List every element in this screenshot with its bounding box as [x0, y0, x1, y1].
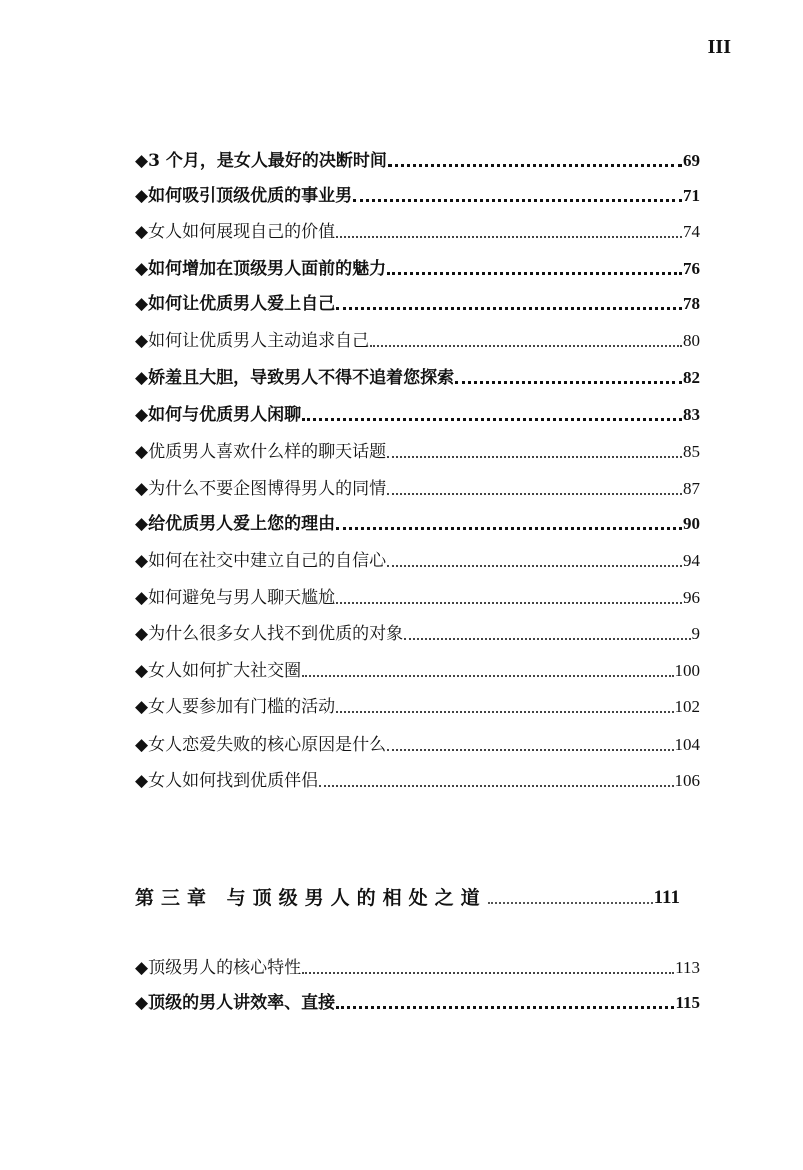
dot-leader [336, 602, 682, 604]
toc-entry[interactable] [135, 363, 700, 389]
toc-entry-page: 104 [674, 735, 700, 754]
dot-leader [319, 785, 673, 787]
dot-leader [387, 493, 682, 495]
toc-entry-title: ◆为什么不要企图博得男人的同情 [135, 479, 387, 499]
page-number: III [707, 36, 731, 58]
toc-entry[interactable] [135, 181, 700, 207]
toc-entry[interactable] [135, 988, 700, 1014]
toc-entry-title: ◆顶级的男人讲效率、直接 [135, 993, 336, 1013]
toc-entry[interactable] [135, 326, 700, 352]
toc-entry-page: 102 [674, 697, 700, 716]
chapter-title: 第三章 与顶级男人的相处之道 [135, 887, 487, 909]
dot-leader [302, 418, 682, 421]
toc-entry-title: ◆如何与优质男人闲聊 [135, 405, 302, 425]
toc-entry-title: ◆女人如何找到优质伴侣 [135, 771, 319, 791]
dot-leader [387, 565, 682, 567]
dot-leader [336, 1006, 674, 1009]
toc-entry-title: ◆顶级男人的核心特性 [135, 958, 302, 978]
dot-leader [387, 749, 673, 751]
toc-entry-page: 71 [683, 186, 700, 205]
toc-entry[interactable] [135, 692, 700, 718]
toc-entry-title: ◆3 个月，是女人最好的决断时间 [135, 151, 387, 171]
toc-entry-page: 74 [683, 222, 700, 241]
toc-entry[interactable] [135, 953, 700, 979]
toc-entry[interactable] [135, 546, 700, 572]
toc-entry-page: 78 [683, 294, 700, 313]
dot-leader [404, 638, 690, 640]
toc-entry-title: ◆如何增加在顶级男人面前的魅力 [135, 259, 387, 279]
toc-entry-page: 115 [675, 993, 700, 1012]
toc-entry[interactable] [135, 583, 700, 609]
toc-entry-title: ◆娇羞且大胆，导致男人不得不追着您探索 [135, 368, 455, 388]
toc-entry-title: ◆如何在社交中建立自己的自信心 [135, 551, 387, 571]
dot-leader [353, 199, 682, 202]
toc-entry[interactable] [135, 766, 700, 792]
toc-entry-title: ◆女人要参加有门槛的活动 [135, 697, 336, 717]
toc-entry-page: 90 [683, 514, 700, 533]
dot-leader [455, 381, 682, 384]
toc-entry[interactable] [135, 217, 700, 243]
dot-leader [302, 675, 673, 677]
dot-leader [302, 972, 674, 974]
toc-entry-page: 85 [683, 442, 700, 461]
toc-entry-title: ◆如何吸引顶级优质的事业男 [135, 186, 353, 206]
toc-entry-page: 9 [691, 624, 700, 643]
toc-entry-page: 96 [683, 588, 700, 607]
chapter-heading[interactable] [135, 883, 680, 909]
toc-entry[interactable] [135, 289, 700, 315]
toc-entry[interactable] [135, 437, 700, 463]
toc-entry-title: ◆女人恋爱失败的核心原因是什么 [135, 735, 387, 755]
toc-entry-title: ◆给优质男人爱上您的理由 [135, 514, 336, 534]
toc-entry-title: ◆如何避免与男人聊天尴尬 [135, 588, 336, 608]
toc-entry[interactable] [135, 146, 700, 172]
toc-entry-page: 76 [683, 259, 700, 278]
toc-entry-title: ◆为什么很多女人找不到优质的对象 [135, 624, 404, 644]
toc-entry-page: 83 [683, 405, 700, 424]
dot-leader [336, 236, 682, 238]
toc-entry-title: ◆女人如何扩大社交圈 [135, 661, 302, 681]
toc-entry-page: 82 [683, 368, 700, 387]
toc-entry[interactable] [135, 474, 700, 500]
toc-entry-page: 94 [683, 551, 700, 570]
toc-entry[interactable] [135, 400, 700, 426]
toc-entry-page: 106 [674, 771, 700, 790]
dot-leader [370, 345, 682, 347]
toc-entry[interactable] [135, 509, 700, 535]
toc-entry[interactable] [135, 656, 700, 682]
toc-entry-title: ◆优质男人喜欢什么样的聊天话题 [135, 442, 387, 462]
toc-entry-page: 100 [674, 661, 700, 680]
toc-entry-page: 69 [683, 151, 700, 170]
dot-leader [387, 272, 682, 275]
chapter-page: 111 [653, 887, 680, 908]
toc-entry-page: 87 [683, 479, 700, 498]
toc-entry-title: ◆如何让优质男人主动追求自己 [135, 331, 370, 351]
toc-entry[interactable] [135, 730, 700, 756]
dot-leader [488, 902, 653, 904]
toc-entry-title: ◆如何让优质男人爱上自己 [135, 294, 336, 314]
toc-entry[interactable] [135, 254, 700, 280]
toc-entry-title: ◆女人如何展现自己的价值 [135, 222, 336, 242]
dot-leader [388, 164, 682, 167]
dot-leader [336, 307, 682, 310]
toc-entry-page: 80 [683, 331, 700, 350]
toc-entry-page: 113 [675, 958, 700, 977]
dot-leader [336, 527, 682, 530]
dot-leader [387, 456, 682, 458]
toc-entry[interactable] [135, 619, 700, 645]
dot-leader [336, 711, 673, 713]
